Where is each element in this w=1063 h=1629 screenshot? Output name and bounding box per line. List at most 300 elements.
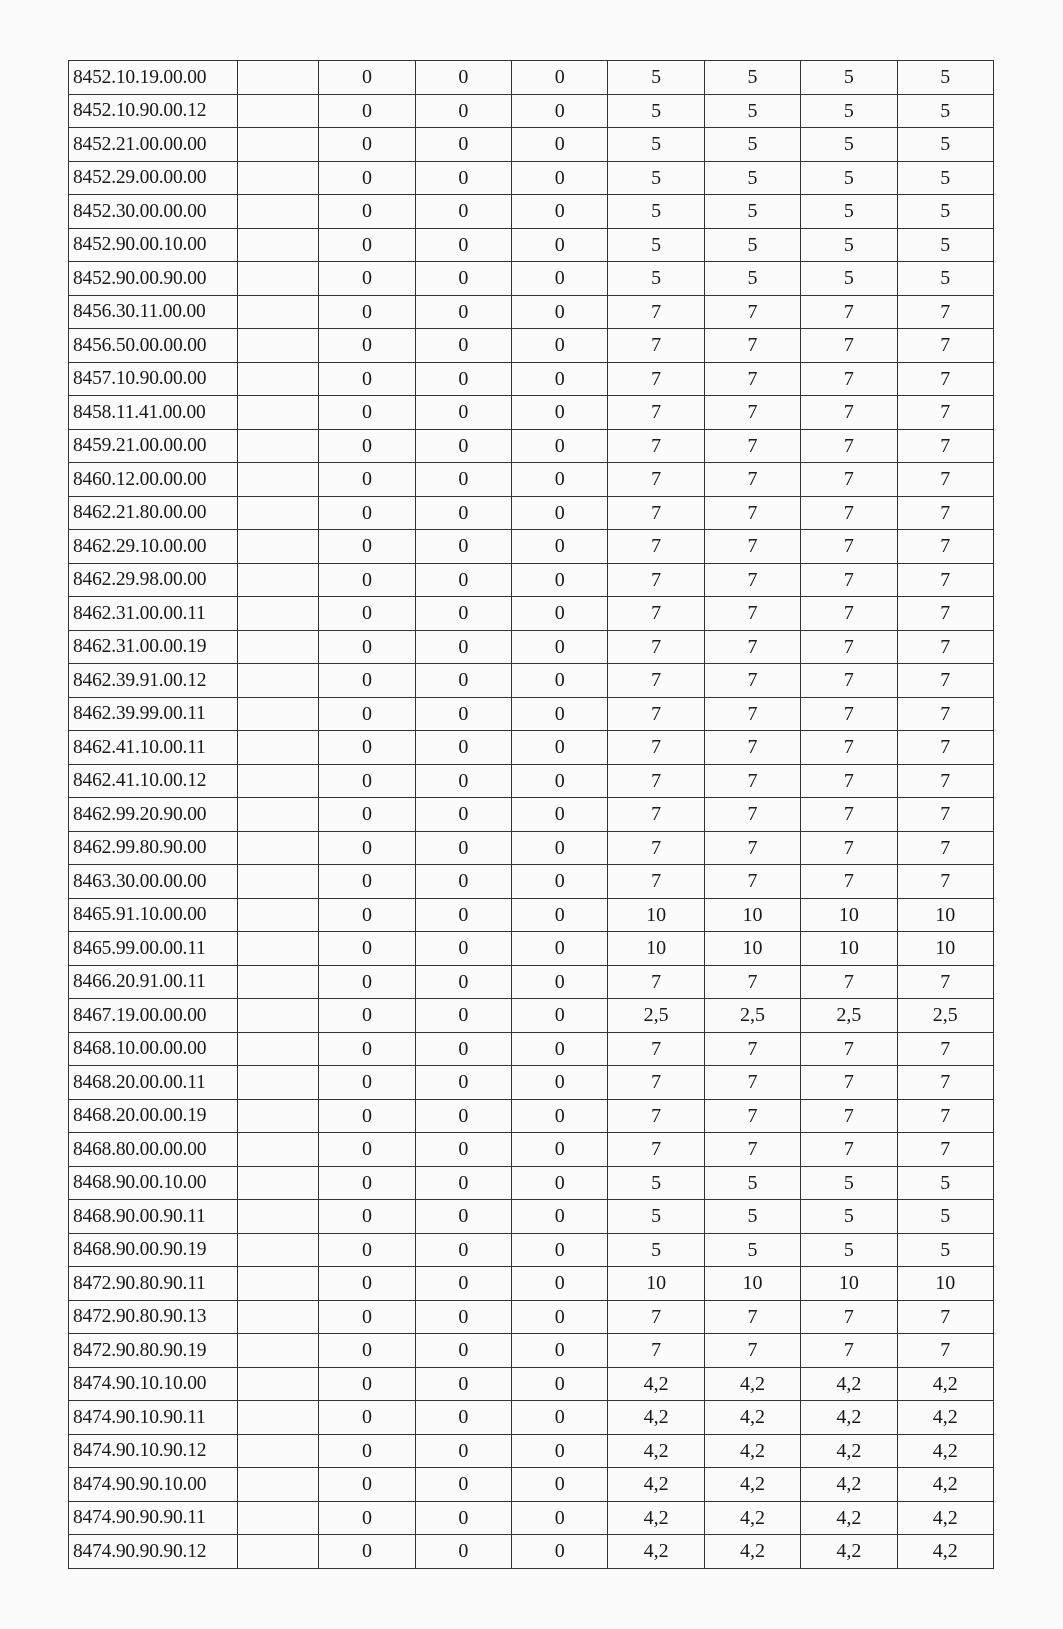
rate-cell: 5	[801, 262, 897, 296]
rate-cell: 0	[319, 597, 415, 631]
empty-cell	[237, 496, 319, 530]
rate-cell: 0	[415, 228, 511, 262]
rate-cell: 10	[897, 932, 993, 966]
rate-cell: 7	[608, 295, 704, 329]
rate-cell: 2,5	[608, 999, 704, 1033]
table-row	[69, 1367, 994, 1401]
rate-cell: 7	[704, 1133, 800, 1167]
rate-cell: 0	[512, 1166, 608, 1200]
empty-cell	[237, 329, 319, 363]
rate-cell: 4,2	[704, 1401, 800, 1435]
rate-cell: 7	[608, 530, 704, 564]
table-row	[69, 128, 994, 162]
table-row	[69, 295, 994, 329]
rate-cell: 7	[801, 1334, 897, 1368]
rate-cell: 10	[704, 1267, 800, 1301]
rate-cell: 7	[608, 798, 704, 832]
tariff-code-cell: 8467.19.00.00.00	[69, 999, 238, 1033]
rate-cell: 0	[512, 865, 608, 899]
table-row	[69, 1267, 994, 1301]
tariff-code-cell: 8452.30.00.00.00	[69, 195, 238, 229]
empty-cell	[237, 731, 319, 765]
rate-cell: 0	[415, 932, 511, 966]
rate-cell: 4,2	[704, 1468, 800, 1502]
rate-cell: 0	[415, 1300, 511, 1334]
rate-cell: 4,2	[897, 1401, 993, 1435]
rate-cell: 0	[319, 831, 415, 865]
rate-cell: 5	[608, 128, 704, 162]
rate-cell: 7	[704, 965, 800, 999]
rate-cell: 0	[415, 94, 511, 128]
rate-cell: 0	[512, 563, 608, 597]
tariff-code-cell: 8462.39.99.00.11	[69, 697, 238, 731]
rate-cell: 7	[801, 463, 897, 497]
tariff-code-cell: 8465.91.10.00.00	[69, 898, 238, 932]
table-row	[69, 865, 994, 899]
rate-cell: 0	[319, 429, 415, 463]
rate-cell: 5	[608, 1200, 704, 1234]
rate-cell: 7	[801, 362, 897, 396]
rate-cell: 4,2	[897, 1367, 993, 1401]
rate-cell: 0	[512, 94, 608, 128]
rate-cell: 7	[704, 697, 800, 731]
rate-cell: 5	[801, 1166, 897, 1200]
table-row	[69, 195, 994, 229]
rate-cell: 5	[897, 1200, 993, 1234]
rate-cell: 0	[512, 1099, 608, 1133]
tariff-code-cell: 8462.29.98.00.00	[69, 563, 238, 597]
table-row	[69, 1300, 994, 1334]
rate-cell: 0	[415, 362, 511, 396]
table-row	[69, 1434, 994, 1468]
rate-cell: 4,2	[608, 1401, 704, 1435]
tariff-code-cell: 8462.31.00.00.11	[69, 597, 238, 631]
rate-cell: 0	[415, 831, 511, 865]
tariff-code-cell: 8460.12.00.00.00	[69, 463, 238, 497]
rate-cell: 7	[608, 664, 704, 698]
rate-cell: 0	[319, 1166, 415, 1200]
rate-cell: 7	[801, 1300, 897, 1334]
tariff-code-cell: 8468.20.00.00.19	[69, 1099, 238, 1133]
rate-cell: 5	[897, 1166, 993, 1200]
rate-cell: 0	[415, 1233, 511, 1267]
rate-cell: 7	[704, 563, 800, 597]
rate-cell: 0	[415, 597, 511, 631]
rate-cell: 0	[319, 496, 415, 530]
rate-cell: 4,2	[608, 1535, 704, 1569]
empty-cell	[237, 965, 319, 999]
rate-cell: 0	[415, 262, 511, 296]
rate-cell: 0	[512, 898, 608, 932]
rate-cell: 0	[512, 1300, 608, 1334]
rate-cell: 0	[512, 798, 608, 832]
rate-cell: 10	[801, 898, 897, 932]
empty-cell	[237, 1200, 319, 1234]
table-row	[69, 764, 994, 798]
empty-cell	[237, 1501, 319, 1535]
rate-cell: 0	[415, 798, 511, 832]
tariff-code-cell: 8468.90.00.90.19	[69, 1233, 238, 1267]
rate-cell: 4,2	[704, 1367, 800, 1401]
tariff-code-cell: 8474.90.10.10.00	[69, 1367, 238, 1401]
empty-cell	[237, 999, 319, 1033]
rate-cell: 7	[608, 396, 704, 430]
rate-cell: 4,2	[608, 1367, 704, 1401]
rate-cell: 10	[897, 1267, 993, 1301]
rate-cell: 5	[608, 262, 704, 296]
rate-cell: 7	[704, 396, 800, 430]
tariff-code-cell: 8462.99.20.90.00	[69, 798, 238, 832]
rate-cell: 4,2	[801, 1401, 897, 1435]
rate-cell: 2,5	[801, 999, 897, 1033]
rate-cell: 0	[512, 1367, 608, 1401]
rate-cell: 0	[319, 94, 415, 128]
rate-cell: 7	[897, 1300, 993, 1334]
tariff-code-cell: 8462.21.80.00.00	[69, 496, 238, 530]
table-row	[69, 1099, 994, 1133]
rate-cell: 0	[319, 362, 415, 396]
table-row	[69, 731, 994, 765]
table-row	[69, 61, 994, 95]
empty-cell	[237, 530, 319, 564]
table-row	[69, 965, 994, 999]
rate-cell: 0	[415, 195, 511, 229]
empty-cell	[237, 1468, 319, 1502]
rate-cell: 10	[704, 932, 800, 966]
empty-cell	[237, 228, 319, 262]
table-row	[69, 999, 994, 1033]
tariff-code-cell: 8452.90.00.10.00	[69, 228, 238, 262]
empty-cell	[237, 831, 319, 865]
empty-cell	[237, 1066, 319, 1100]
table-row	[69, 798, 994, 832]
rate-cell: 5	[897, 161, 993, 195]
rate-cell: 5	[897, 262, 993, 296]
rate-cell: 0	[319, 664, 415, 698]
rate-cell: 7	[897, 563, 993, 597]
tariff-code-cell: 8452.90.00.90.00	[69, 262, 238, 296]
rate-cell: 0	[512, 965, 608, 999]
rate-cell: 0	[319, 228, 415, 262]
rate-cell: 0	[415, 1334, 511, 1368]
rate-cell: 7	[704, 1334, 800, 1368]
rate-cell: 0	[319, 1200, 415, 1234]
rate-cell: 4,2	[608, 1501, 704, 1535]
rate-cell: 0	[415, 865, 511, 899]
rate-cell: 7	[608, 1300, 704, 1334]
rate-cell: 0	[319, 865, 415, 899]
rate-cell: 0	[319, 1099, 415, 1133]
table-row	[69, 1133, 994, 1167]
empty-cell	[237, 362, 319, 396]
rate-cell: 5	[704, 195, 800, 229]
rate-cell: 0	[512, 362, 608, 396]
rate-cell: 0	[512, 530, 608, 564]
rate-cell: 7	[897, 630, 993, 664]
rate-cell: 7	[608, 764, 704, 798]
rate-cell: 7	[801, 965, 897, 999]
rate-cell: 0	[512, 1401, 608, 1435]
tariff-code-cell: 8462.39.91.00.12	[69, 664, 238, 698]
rate-cell: 7	[704, 463, 800, 497]
table-row	[69, 630, 994, 664]
rate-cell: 7	[704, 1300, 800, 1334]
empty-cell	[237, 1133, 319, 1167]
rate-cell: 5	[608, 161, 704, 195]
empty-cell	[237, 1401, 319, 1435]
rate-cell: 7	[801, 597, 897, 631]
rate-cell: 5	[801, 61, 897, 95]
table-row	[69, 664, 994, 698]
tariff-code-cell: 8452.29.00.00.00	[69, 161, 238, 195]
rate-cell: 5	[704, 1200, 800, 1234]
tariff-code-cell: 8468.90.00.10.00	[69, 1166, 238, 1200]
table-row	[69, 697, 994, 731]
rate-cell: 7	[897, 965, 993, 999]
rate-cell: 7	[801, 563, 897, 597]
table-row	[69, 262, 994, 296]
rate-cell: 0	[512, 463, 608, 497]
rate-cell: 0	[319, 161, 415, 195]
rate-cell: 0	[319, 396, 415, 430]
rate-cell: 0	[319, 1468, 415, 1502]
rate-cell: 7	[704, 329, 800, 363]
empty-cell	[237, 463, 319, 497]
tariff-code-cell: 8452.21.00.00.00	[69, 128, 238, 162]
rate-cell: 5	[704, 1166, 800, 1200]
rate-cell: 0	[415, 61, 511, 95]
rate-cell: 4,2	[897, 1434, 993, 1468]
rate-cell: 0	[415, 1267, 511, 1301]
tariff-code-cell: 8474.90.90.90.12	[69, 1535, 238, 1569]
rate-cell: 4,2	[897, 1468, 993, 1502]
rate-cell: 7	[608, 630, 704, 664]
rate-cell: 0	[512, 1066, 608, 1100]
rate-cell: 0	[415, 1032, 511, 1066]
rate-cell: 5	[801, 161, 897, 195]
rate-cell: 7	[704, 1099, 800, 1133]
rate-cell: 7	[801, 664, 897, 698]
tariff-code-cell: 8462.29.10.00.00	[69, 530, 238, 564]
tariff-code-cell: 8474.90.10.90.11	[69, 1401, 238, 1435]
rate-cell: 0	[319, 61, 415, 95]
rate-cell: 7	[608, 329, 704, 363]
rate-cell: 0	[319, 965, 415, 999]
rate-cell: 0	[512, 697, 608, 731]
rate-cell: 7	[608, 1032, 704, 1066]
table-row	[69, 1032, 994, 1066]
tariff-code-cell: 8472.90.80.90.19	[69, 1334, 238, 1368]
rate-cell: 4,2	[608, 1468, 704, 1502]
rate-cell: 7	[897, 1133, 993, 1167]
rate-cell: 0	[415, 664, 511, 698]
rate-cell: 0	[512, 295, 608, 329]
rate-cell: 10	[608, 932, 704, 966]
rate-cell: 0	[415, 1200, 511, 1234]
empty-cell	[237, 429, 319, 463]
empty-cell	[237, 1233, 319, 1267]
rate-cell: 7	[608, 831, 704, 865]
rate-cell: 7	[704, 865, 800, 899]
rate-cell: 5	[897, 195, 993, 229]
rate-cell: 0	[319, 1133, 415, 1167]
tariff-code-cell: 8457.10.90.00.00	[69, 362, 238, 396]
table-row	[69, 932, 994, 966]
rate-cell: 0	[512, 329, 608, 363]
tariff-code-cell: 8462.31.00.00.19	[69, 630, 238, 664]
rate-cell: 10	[801, 932, 897, 966]
rate-cell: 5	[801, 195, 897, 229]
rate-cell: 0	[512, 831, 608, 865]
rate-cell: 0	[415, 295, 511, 329]
rate-cell: 0	[415, 630, 511, 664]
rate-cell: 7	[897, 664, 993, 698]
rate-cell: 0	[319, 764, 415, 798]
rate-cell: 4,2	[801, 1468, 897, 1502]
rate-cell: 0	[319, 731, 415, 765]
rate-cell: 0	[415, 965, 511, 999]
empty-cell	[237, 1099, 319, 1133]
tariff-code-cell: 8462.99.80.90.00	[69, 831, 238, 865]
rate-cell: 5	[801, 128, 897, 162]
rate-cell: 7	[608, 1099, 704, 1133]
rate-cell: 7	[897, 1334, 993, 1368]
empty-cell	[237, 262, 319, 296]
rate-cell: 7	[801, 1133, 897, 1167]
rate-cell: 0	[319, 1401, 415, 1435]
rate-cell: 0	[512, 61, 608, 95]
rate-cell: 0	[415, 1434, 511, 1468]
rate-cell: 7	[897, 764, 993, 798]
table-row	[69, 329, 994, 363]
rate-cell: 5	[608, 1233, 704, 1267]
tariff-code-cell: 8472.90.80.90.13	[69, 1300, 238, 1334]
rate-cell: 0	[319, 798, 415, 832]
rate-cell: 4,2	[704, 1434, 800, 1468]
rate-cell: 2,5	[897, 999, 993, 1033]
rate-cell: 4,2	[801, 1535, 897, 1569]
rate-cell: 7	[897, 865, 993, 899]
empty-cell	[237, 764, 319, 798]
tariff-code-cell: 8462.41.10.00.11	[69, 731, 238, 765]
rate-cell: 7	[897, 831, 993, 865]
rate-cell: 0	[512, 1200, 608, 1234]
rate-cell: 0	[415, 1099, 511, 1133]
rate-cell: 0	[319, 697, 415, 731]
empty-cell	[237, 1032, 319, 1066]
rate-cell: 10	[608, 1267, 704, 1301]
tariff-code-cell: 8463.30.00.00.00	[69, 865, 238, 899]
rate-cell: 0	[415, 764, 511, 798]
table-row	[69, 898, 994, 932]
rate-cell: 7	[897, 530, 993, 564]
rate-cell: 7	[704, 664, 800, 698]
rate-cell: 7	[801, 697, 897, 731]
rate-cell: 7	[608, 597, 704, 631]
rate-cell: 0	[415, 1535, 511, 1569]
rate-cell: 0	[415, 128, 511, 162]
rate-cell: 7	[704, 496, 800, 530]
table-row	[69, 831, 994, 865]
rate-cell: 0	[512, 1501, 608, 1535]
rate-cell: 0	[512, 1535, 608, 1569]
rate-cell: 4,2	[801, 1434, 897, 1468]
table-row	[69, 94, 994, 128]
rate-cell: 5	[897, 1233, 993, 1267]
rate-cell: 7	[801, 1032, 897, 1066]
rate-cell: 5	[608, 1166, 704, 1200]
rate-cell: 0	[512, 1267, 608, 1301]
rate-cell: 0	[512, 195, 608, 229]
rate-cell: 0	[512, 1133, 608, 1167]
rate-cell: 7	[801, 1066, 897, 1100]
rate-cell: 0	[319, 999, 415, 1033]
rate-cell: 5	[704, 128, 800, 162]
empty-cell	[237, 1535, 319, 1569]
rate-cell: 0	[415, 429, 511, 463]
rate-cell: 5	[801, 94, 897, 128]
rate-cell: 0	[415, 999, 511, 1033]
empty-cell	[237, 697, 319, 731]
empty-cell	[237, 563, 319, 597]
empty-cell	[237, 1434, 319, 1468]
tariff-code-cell: 8468.80.00.00.00	[69, 1133, 238, 1167]
empty-cell	[237, 630, 319, 664]
rate-cell: 7	[608, 697, 704, 731]
rate-cell: 7	[704, 731, 800, 765]
rate-cell: 0	[415, 1367, 511, 1401]
rate-cell: 7	[897, 396, 993, 430]
rate-cell: 0	[512, 1434, 608, 1468]
rate-cell: 4,2	[704, 1501, 800, 1535]
empty-cell	[237, 798, 319, 832]
rate-cell: 7	[897, 362, 993, 396]
rate-cell: 0	[319, 463, 415, 497]
rate-cell: 0	[319, 898, 415, 932]
rate-cell: 7	[608, 1133, 704, 1167]
rate-cell: 7	[704, 630, 800, 664]
rate-cell: 4,2	[897, 1535, 993, 1569]
rate-cell: 0	[319, 1300, 415, 1334]
empty-cell	[237, 61, 319, 95]
rate-cell: 0	[512, 1032, 608, 1066]
table-row	[69, 396, 994, 430]
rate-cell: 0	[512, 1334, 608, 1368]
empty-cell	[237, 1367, 319, 1401]
rate-cell: 7	[897, 1099, 993, 1133]
tariff-code-cell: 8458.11.41.00.00	[69, 396, 238, 430]
table-row	[69, 429, 994, 463]
tariff-code-cell: 8468.90.00.90.11	[69, 1200, 238, 1234]
rate-cell: 7	[801, 1099, 897, 1133]
empty-cell	[237, 1334, 319, 1368]
table-row	[69, 1166, 994, 1200]
empty-cell	[237, 932, 319, 966]
rate-cell: 7	[801, 496, 897, 530]
rate-cell: 0	[512, 999, 608, 1033]
table-row	[69, 1468, 994, 1502]
rate-cell: 0	[415, 697, 511, 731]
rate-cell: 5	[608, 228, 704, 262]
rate-cell: 0	[415, 496, 511, 530]
rate-cell: 7	[897, 798, 993, 832]
table-row	[69, 1501, 994, 1535]
empty-cell	[237, 1166, 319, 1200]
rate-cell: 5	[704, 1233, 800, 1267]
rate-cell: 7	[897, 329, 993, 363]
rate-cell: 5	[897, 61, 993, 95]
rate-cell: 0	[415, 1501, 511, 1535]
